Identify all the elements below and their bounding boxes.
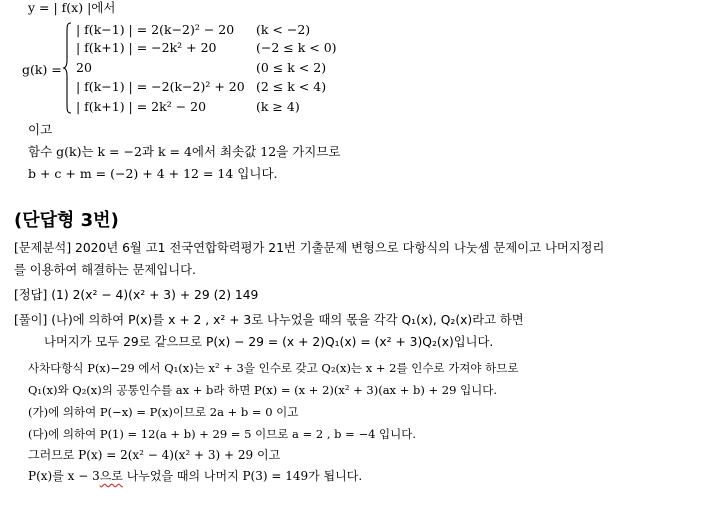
piece-expr-5: | f(k+1) | = 2k² − 20	[76, 99, 207, 114]
line-given-y: y = | f(x) |에서	[28, 0, 116, 15]
solution-line-5: (가)에 의하여 P(−x) = P(x)이므로 2a + b = 0 이고	[28, 405, 299, 419]
analysis-line-1: [문제분석] 2020년 6월 고1 전국연합학력평가 21번 기출문제 변형으로 다항식의 나눗셈 문제이고 나머지정리	[14, 241, 605, 255]
solution-line-4: Q₁(x)와 Q₂(x)의 공통인수를 ax + b라 하면 P(x) = (x + 2)(x² + 3)(ax + b) + 29 입니다.	[28, 383, 498, 397]
piece-cond-4: (2 ≤ k < 4)	[256, 79, 327, 94]
solution-line-2: 나머지가 모두 29로 같으므로 P(x) − 29 = (x + 2)Q₁(x) = (x² + 3)Q₂(x)입니다.	[44, 335, 494, 349]
solution-line-1: [풀이] (나)에 의하여 P(x)를 x + 2 , x² + 3로 나누었을 때의 몫을 각각 Q₁(x), Q₂(x)라고 하면	[14, 313, 524, 327]
line-min-value: 함수 g(k)는 k = −2과 k = 4에서 최솟값 12을 가지므로	[28, 144, 341, 159]
line-sum: b + c + m = (−2) + 4 + 12 = 14 입니다.	[28, 166, 278, 181]
piece-cond-2: (−2 ≤ k < 0)	[256, 40, 337, 55]
solution-line-3: 사차다항식 P(x)−29 에서 Q₁(x)는 x² + 3을 인수로 갖고 Q₂(x)는 x + 2를 인수로 가져야 하므로	[28, 361, 519, 375]
piece-cond-3: (0 ≤ k < 2)	[256, 60, 327, 75]
solution-line-7: 그러므로 P(x) = 2(x² − 4)(x² + 3) + 29 이고	[28, 448, 281, 462]
solution-line-8-part-c: 나누었을 때의 나머지 P(3) = 149가 됩니다.	[122, 469, 363, 483]
spellcheck-underlined-word: 으로	[99, 469, 123, 483]
solution-line-8	[28, 468, 362, 484]
section-heading: (단답형 3번)	[14, 210, 119, 231]
piece-expr-1: | f(k−1) | = 2(k−2)² − 20	[76, 22, 235, 37]
analysis-line-2: 를 이용하여 해결하는 문제입니다.	[14, 263, 196, 277]
piece-expr-3: 20	[76, 60, 92, 75]
g-label: g(k) =	[22, 62, 62, 77]
piece-cond-1: (k < −2)	[256, 22, 311, 37]
piece-expr-4: | f(k−1) | = −2(k−2)² + 20	[76, 79, 245, 94]
solution-line-6: (다)에 의하여 P(1) = 12(a + b) + 29 = 5 이므로 a = 2 , b = −4 입니다.	[28, 427, 417, 441]
piece-cond-5: (k ≥ 4)	[256, 99, 300, 114]
solution-line-8-part-a: P(x)를 x − 3	[28, 469, 100, 483]
line-ige: 이고	[28, 122, 53, 137]
piece-expr-2: | f(k+1) | = −2k² + 20	[76, 40, 217, 55]
piecewise-brace	[62, 22, 72, 114]
answer-line: [정답] (1) 2(x² − 4)(x² + 3) + 29 (2) 149	[14, 288, 259, 302]
